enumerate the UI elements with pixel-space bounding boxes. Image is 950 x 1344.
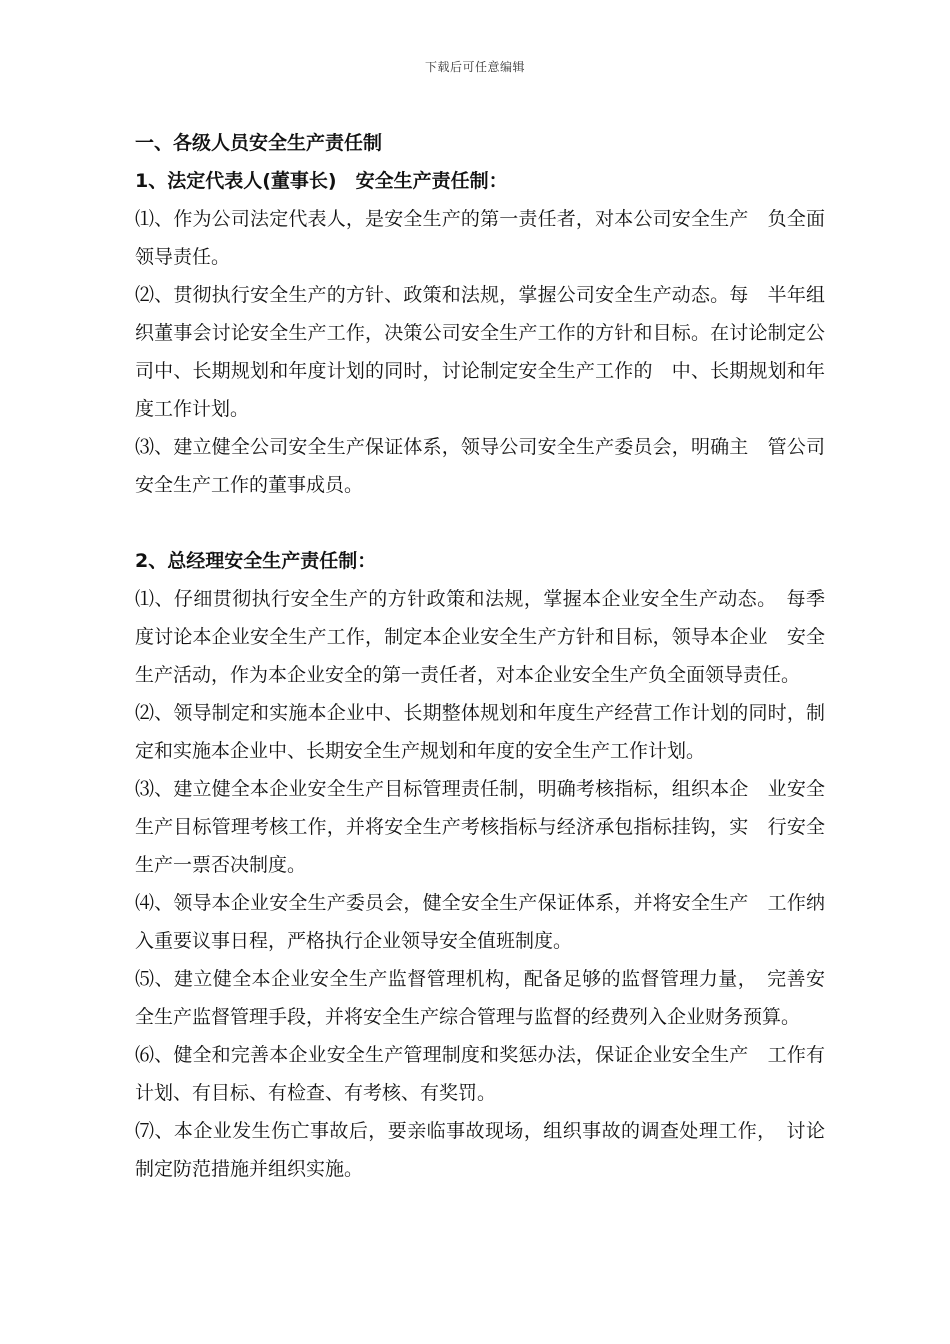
- section-2-item-5: ⑸、建立健全本企业安全生产监督管理机构，配备足够的监督管理力量， 完善安全生产监督管理手段，并将安全生产综合管理与监督的经费列入企业财务预算。: [135, 968, 825, 1028]
- section-2-item-6: ⑹、健全和完善本企业安全生产管理制度和奖惩办法，保证企业安全生产 工作有计划、有目标、有检查、有考核、有奖罚。: [135, 1044, 825, 1104]
- section-2-item-4: ⑷、领导本企业安全生产委员会，健全安全生产保证体系，并将安全生产 工作纳入重要议事日程，严格执行企业领导安全值班制度。: [135, 892, 825, 952]
- section-1-item-3: ⑶、建立健全公司安全生产保证体系，领导公司安全生产委员会，明确主 管公司安全生产工作的董事成员。: [135, 436, 825, 496]
- section-1-heading: 1、法定代表人(董事长) 安全生产责任制：: [135, 170, 508, 192]
- section-1-item-2: ⑵、贯彻执行安全生产的方针、政策和法规，掌握公司安全生产动态。每 半年组织董事会讨论安全生产工作，决策公司安全生产工作的方针和目标。在讨论制定公司中、长期规划和年度计划的同时，讨论制定安全生产工作的 中、长期规划和年度工作计划。: [135, 284, 825, 420]
- section-2-heading: 2、总经理安全生产责任制：: [135, 550, 377, 572]
- page-header: 下载后可任意编辑: [424, 60, 525, 74]
- section-2-item-2: ⑵、领导制定和实施本企业中、长期整体规划和年度生产经营工作计划的同时，制定和实施本企业中、长期安全生产规划和年度的安全生产工作计划。: [135, 702, 825, 762]
- section-2-item-7: ⑺、本企业发生伤亡事故后，要亲临事故现场，组织事故的调查处理工作， 讨论制定防范措施并组织实施。: [135, 1120, 825, 1180]
- section-spacer: [135, 504, 825, 542]
- section-2-item-3: ⑶、建立健全本企业安全生产目标管理责任制，明确考核指标，组织本企 业安全生产目标管理考核工作，并将安全生产考核指标与经济承包指标挂钩，实 行安全生产一票否决制度。: [135, 778, 825, 876]
- section-2-item-1: ⑴、仔细贯彻执行安全生产的方针政策和法规，掌握本企业安全生产动态。 每季度讨论本企业安全生产工作，制定本企业安全生产方针和目标，领导本企业 安全生产活动，作为本企业安全的第一责任者，对本企业安全生产负全面领导责任。: [135, 588, 825, 686]
- section-1-item-1: ⑴、作为公司法定代表人，是安全生产的第一责任者，对本公司安全生产 负全面领导责任。: [135, 208, 825, 268]
- document-body: [135, 124, 825, 1188]
- document-title: 一、各级人员安全生产责任制: [135, 132, 383, 154]
